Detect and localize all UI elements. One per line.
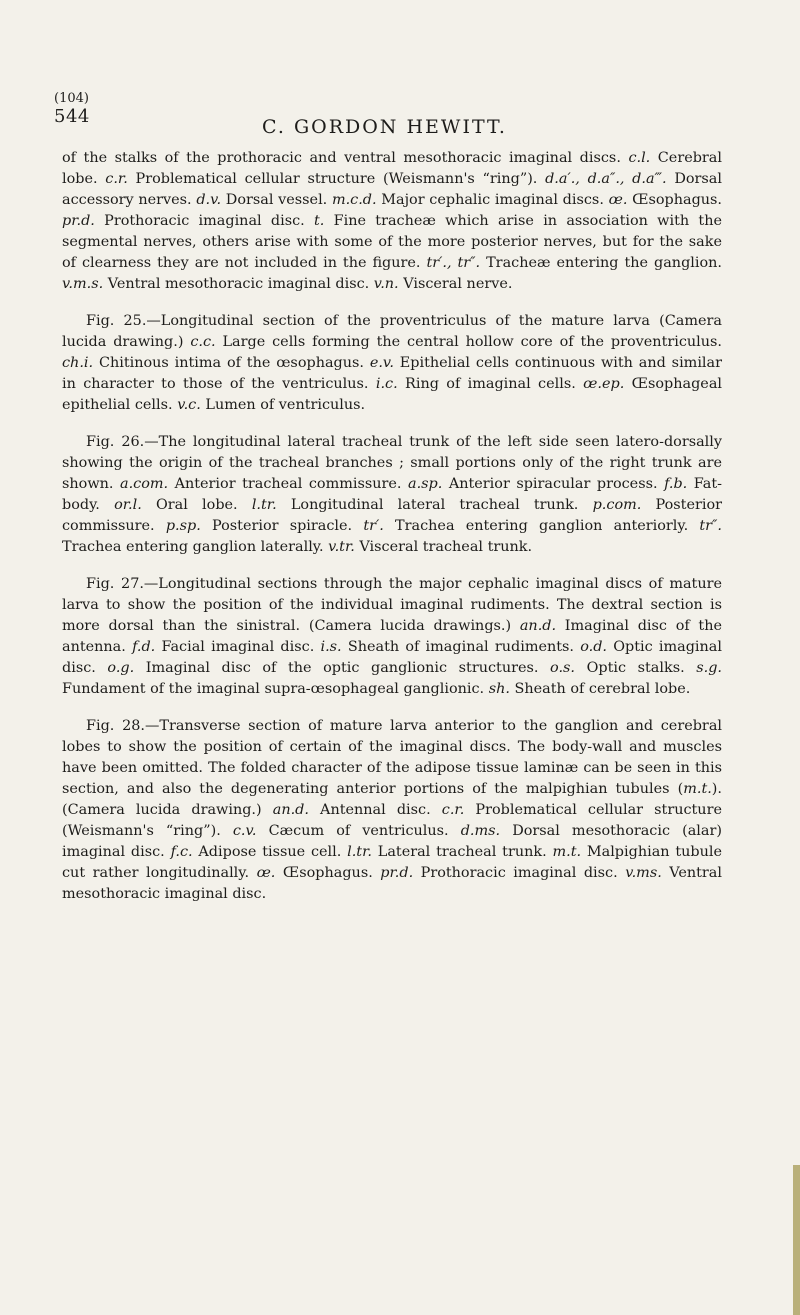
legend-text: Ring of imaginal cells.: [397, 376, 584, 392]
legend-abbreviation: o.d.: [580, 639, 607, 655]
legend-fig28: [62, 716, 722, 905]
legend-text: Œsophagus.: [275, 865, 381, 881]
legend-text: Fig. 27.—Longitudinal sections through the major cephalic imaginal discs of mature larva to show the position of the individual imaginal rudiments. The dextral section is more dorsal than the sinistral. (Camera lucida drawings.): [62, 576, 722, 634]
legend-text: Epithelial cells continuous with and similar in character to those of the ventriculus.: [62, 355, 722, 392]
legend-text: Fig. 25.—Longitudinal section of the proventriculus of the mature larva (Camera lucida drawing.): [62, 313, 722, 350]
legend-text: ). (Camera lucida drawing.): [62, 781, 722, 818]
legend-abbreviation: d.v.: [196, 192, 222, 208]
legend-abbreviation: c.r.: [105, 171, 128, 187]
legend-abbreviation: f.c.: [170, 844, 193, 860]
legend-text: Longitudinal lateral tracheal trunk.: [276, 497, 593, 513]
legend-fig26: [62, 432, 722, 558]
legend-abbreviation: d.a′., d.a″., d.a‴.: [545, 171, 667, 187]
legend-abbreviation: v.m.s.: [62, 276, 104, 292]
legend-abbreviation: v.c.: [177, 397, 201, 413]
legend-text: of the stalks of the prothoracic and ventral mesothoracic imaginal discs.: [62, 150, 629, 166]
legend-abbreviation: v.ms.: [625, 865, 662, 881]
legend-text: Chitinous intima of the œsophagus.: [93, 355, 370, 371]
running-head: C. GORDON HEWITT.: [262, 116, 507, 138]
legend-fig25: [62, 311, 722, 416]
legend-abbreviation: c.r.: [441, 802, 465, 818]
legend-abbreviation: sh.: [488, 681, 510, 697]
legend-text: Optic stalks.: [575, 660, 697, 676]
legend-text: Lateral tracheal trunk.: [371, 844, 553, 860]
legend-abbreviation: l.tr.: [251, 497, 277, 513]
legend-abbreviation: an.d.: [272, 802, 309, 818]
legend-abbreviation: p.com.: [592, 497, 642, 513]
legend-text: Anterior tracheal commissure.: [168, 476, 408, 492]
page-edge-stain: [793, 1165, 800, 1315]
legend-abbreviation: tr″.: [699, 518, 723, 534]
legend-abbreviation: œ.: [256, 865, 276, 881]
legend-abbreviation: an.d.: [519, 618, 557, 634]
legend-text: Prothoracic imaginal disc.: [413, 865, 626, 881]
legend-abbreviation: d.ms.: [460, 823, 501, 839]
legend-abbreviation: m.c.d.: [331, 192, 377, 208]
legend-fig27: [62, 574, 722, 700]
legend-abbreviation: e.v.: [369, 355, 394, 371]
legend-abbreviation: œ.ep.: [583, 376, 625, 392]
legend-abbreviation: t.: [314, 213, 325, 229]
legend-abbreviation: or.l.: [114, 497, 142, 513]
legend-abbreviation: v.tr.: [328, 539, 355, 555]
legend-text: Facial imaginal disc.: [155, 639, 321, 655]
legend-text: Fine tracheæ which arise in association with the segmental nerves, others arise with some of the more posterior nerves, but for the sake of clearness they are not included in the figure.: [62, 213, 722, 271]
legend-text: Imaginal disc of the antenna.: [62, 618, 722, 655]
legend-text: Visceral nerve.: [398, 276, 513, 292]
legend-text: Dorsal accessory nerves.: [62, 171, 722, 208]
legend-text: Œsophageal epithelial cells.: [62, 376, 722, 413]
folio: [54, 92, 90, 126]
legend-text: Imaginal disc of the optic ganglionic structures.: [134, 660, 551, 676]
legend-abbreviation: tr′., tr″.: [426, 255, 481, 271]
legend-text: Major cephalic imaginal discs.: [376, 192, 609, 208]
legend-text: Fundament of the imaginal supra-œsophageal ganglionic.: [62, 681, 489, 697]
legend-text: Oral lobe.: [141, 497, 252, 513]
legend-fig24-cont: [62, 148, 722, 295]
legend-text: Prothoracic imaginal disc.: [94, 213, 315, 229]
original-page-number: (104): [54, 91, 89, 106]
legend-abbreviation: pr.d.: [62, 213, 95, 229]
legend-text: Fig. 28.—Transverse section of mature larva anterior to the ganglion and cerebral lobes to show the position of certain of the imaginal discs. The body-wall and muscles have been omitted. The folded character of the adipose tissue laminæ can be seen in this section, and also the degenerating anterior portions of the malpighian tubules (: [62, 718, 722, 797]
legend-text: Fig. 26.—The longitudinal lateral tracheal trunk of the left side seen latero-dorsally showing the origin of the tracheal branches ; small portions only of the right trunk are shown.: [62, 434, 722, 492]
legend-abbreviation: v.n.: [373, 276, 399, 292]
legend-abbreviation: i.s.: [320, 639, 342, 655]
legend-text: Antennal disc.: [308, 802, 442, 818]
legend-abbreviation: a.com.: [119, 476, 169, 492]
legend-abbreviation: f.d.: [132, 639, 156, 655]
legend-text: Problematical cellular structure (Weismann's “ring”).: [127, 171, 546, 187]
legend-text: Tracheæ entering the ganglion.: [480, 255, 722, 271]
legend-text: Optic imaginal disc.: [62, 639, 722, 676]
legend-text: Posterior spiracle.: [200, 518, 364, 534]
legend-text: Sheath of imaginal rudiments.: [341, 639, 581, 655]
figure-legends: [62, 148, 722, 921]
legend-abbreviation: c.l.: [628, 150, 651, 166]
legend-abbreviation: o.g.: [107, 660, 135, 676]
page-number: 544: [54, 106, 90, 127]
legend-text: Dorsal vessel.: [221, 192, 332, 208]
legend-text: Trachea entering ganglion laterally.: [62, 539, 329, 555]
legend-abbreviation: p.sp.: [165, 518, 201, 534]
legend-abbreviation: m.t.: [683, 781, 712, 797]
legend-abbreviation: a.sp.: [408, 476, 443, 492]
legend-abbreviation: o.s.: [550, 660, 575, 676]
legend-abbreviation: m.t.: [552, 844, 582, 860]
legend-text: Malpighian tubule cut rather longitudinally.: [62, 844, 722, 881]
legend-text: Sheath of cerebral lobe.: [509, 681, 691, 697]
legend-text: Ventral mesothoracic imaginal disc.: [62, 865, 722, 902]
legend-text: Dorsal mesothoracic (alar) imaginal disc.: [62, 823, 722, 860]
legend-text: Cæcum of ventriculus.: [256, 823, 461, 839]
legend-abbreviation: tr′.: [363, 518, 384, 534]
legend-abbreviation: œ.: [608, 192, 628, 208]
legend-abbreviation: l.tr.: [347, 844, 372, 860]
legend-text: Large cells forming the central hollow core of the proventriculus.: [215, 334, 723, 350]
legend-text: Cerebral lobe.: [62, 150, 722, 187]
legend-text: Ventral mesothoracic imaginal disc.: [103, 276, 374, 292]
legend-abbreviation: i.c.: [375, 376, 398, 392]
legend-abbreviation: ch.i.: [62, 355, 94, 371]
legend-text: Visceral tracheal trunk.: [354, 539, 533, 555]
legend-text: Problematical cellular structure (Weismann's “ring”).: [62, 802, 722, 839]
legend-abbreviation: c.c.: [190, 334, 216, 350]
legend-abbreviation: pr.d.: [380, 865, 414, 881]
legend-abbreviation: s.g.: [696, 660, 722, 676]
legend-text: Lumen of ventriculus.: [200, 397, 366, 413]
legend-text: Adipose tissue cell.: [192, 844, 348, 860]
legend-text: Posterior commissure.: [62, 497, 722, 534]
legend-abbreviation: f.b.: [664, 476, 688, 492]
legend-text: Œsophagus.: [627, 192, 723, 208]
legend-abbreviation: c.v.: [232, 823, 257, 839]
legend-text: Anterior spiracular process.: [442, 476, 665, 492]
legend-text: Trachea entering ganglion anteriorly.: [383, 518, 700, 534]
legend-text: Fat-body.: [62, 476, 722, 513]
